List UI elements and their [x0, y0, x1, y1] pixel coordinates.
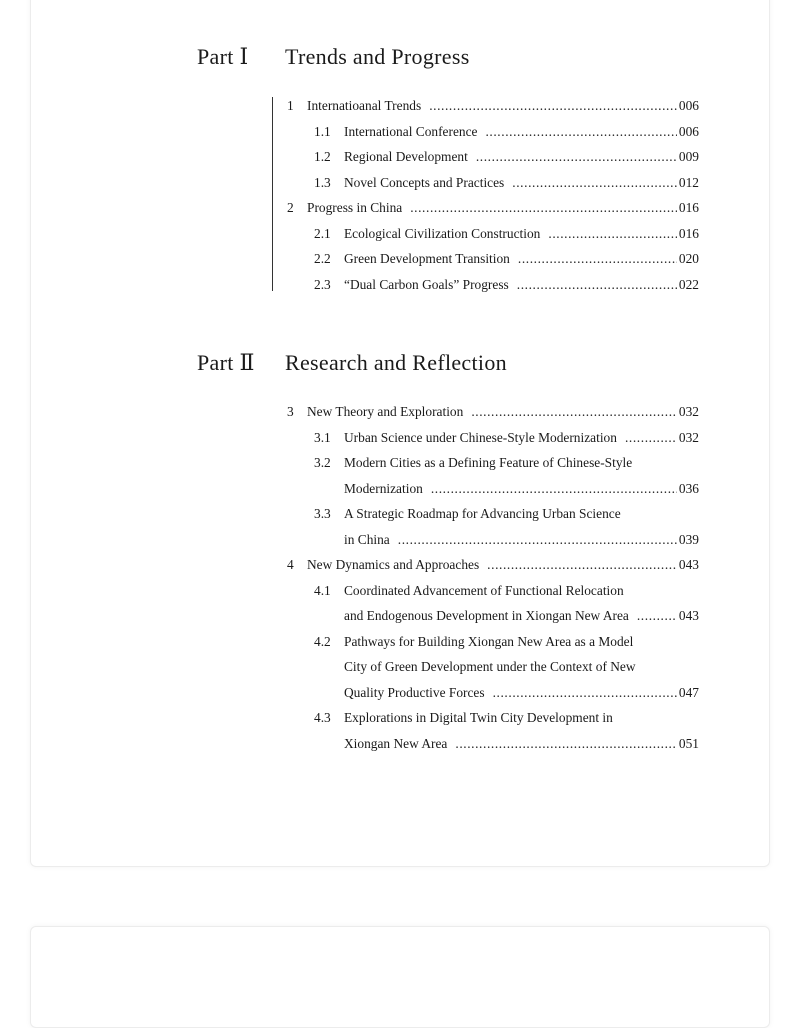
dot-leader — [485, 123, 676, 141]
entry-page-number: 051 — [678, 735, 699, 751]
entry-title: Modern Cities as a Defining Feature of Chinese-Style — [344, 455, 633, 470]
entry-number: 3.1 — [314, 429, 331, 445]
toc-entry-continuation[interactable] — [287, 684, 699, 702]
toc-entry-section[interactable] — [287, 148, 699, 166]
entry-title: Pathways for Building Xiongan New Area as a Model — [344, 633, 634, 649]
entry-title: International Conference — [344, 123, 478, 139]
toc-entry-continuation[interactable] — [287, 735, 699, 753]
dot-leader — [518, 250, 677, 268]
entry-page-number: 006 — [678, 123, 699, 139]
entry-title: Ecological Civilization Construction — [344, 225, 541, 241]
dot-leader — [512, 174, 677, 192]
entry-number: 1 — [287, 98, 294, 113]
toc-entry-continuation[interactable] — [287, 480, 699, 498]
dot-leader — [517, 276, 677, 294]
entry-page-number: 043 — [678, 608, 699, 623]
entry-number: 4.1 — [314, 582, 331, 598]
entry-number: 2.1 — [314, 225, 331, 241]
entry-title-continuation: City of Green Development under the Context of New — [344, 659, 636, 674]
dot-leader — [398, 531, 677, 549]
dot-leader — [548, 225, 677, 243]
entry-title-continuation: and Endogenous Development in Xiongan New Area — [344, 608, 629, 623]
entry-page-number: 009 — [678, 149, 699, 164]
entry-title-continuation: Xiongan New Area — [344, 735, 448, 751]
toc-entry-continuation[interactable] — [287, 607, 699, 625]
entry-number: 1.3 — [314, 174, 331, 190]
toc-entry-chapter[interactable] — [287, 403, 699, 421]
toc-entry-section[interactable] — [287, 225, 699, 243]
next-document-page — [30, 926, 770, 1028]
entry-title-continuation: Modernization — [344, 480, 423, 496]
entry-page-number: 020 — [678, 251, 699, 266]
entry-number: 4.3 — [314, 710, 331, 725]
toc-entry-section[interactable] — [287, 429, 699, 447]
part-label: Part Ⅱ — [197, 350, 255, 375]
entry-title: New Dynamics and Approaches — [307, 557, 480, 572]
part-title: Trends and Progress — [285, 44, 470, 69]
entry-number: 2.3 — [314, 276, 331, 292]
entry-title: Regional Development — [344, 149, 468, 164]
entry-page-number: 043 — [678, 557, 699, 572]
entry-number: 1.2 — [314, 149, 331, 164]
toc-entry-chapter[interactable] — [287, 556, 699, 574]
entry-title: A Strategic Roadmap for Advancing Urban Science — [344, 506, 621, 521]
entry-number: 4 — [287, 557, 294, 572]
entry-number: 3 — [287, 404, 294, 419]
entry-page-number: 016 — [678, 200, 699, 215]
toc-entry-section[interactable] — [287, 174, 699, 192]
dot-leader — [455, 735, 677, 753]
entry-number: 4.2 — [314, 633, 331, 649]
entry-page-number: 039 — [678, 531, 699, 547]
entry-title: Progress in China — [307, 200, 403, 215]
toc-entry-chapter[interactable] — [287, 199, 699, 217]
entry-title: Explorations in Digital Twin City Development in — [344, 710, 613, 725]
entry-title: Green Development Transition — [344, 251, 510, 266]
part-heading — [197, 44, 470, 70]
part-title: Research and Reflection — [285, 350, 507, 375]
dot-leader — [487, 556, 677, 574]
entry-page-number: 006 — [678, 98, 699, 113]
entry-page-number: 016 — [678, 225, 699, 241]
toc-entry-continuation[interactable] — [287, 531, 699, 549]
entry-page-number: 032 — [678, 404, 699, 419]
dot-leader — [471, 403, 677, 421]
dot-leader — [493, 684, 677, 702]
section-divider-line — [272, 97, 273, 291]
entry-page-number: 047 — [678, 684, 699, 700]
toc-entry-section[interactable] — [287, 454, 699, 472]
entry-number: 2.2 — [314, 251, 331, 266]
dot-leader — [410, 199, 677, 217]
toc-entry-section[interactable] — [287, 123, 699, 141]
dot-leader — [476, 148, 677, 166]
dot-leader — [431, 480, 677, 498]
toc-entry-chapter[interactable] — [287, 97, 699, 115]
document-page — [30, 0, 770, 867]
entry-page-number: 036 — [678, 480, 699, 496]
entry-title-continuation: in China — [344, 531, 390, 547]
toc-entry-section[interactable] — [287, 709, 699, 727]
entry-title: Urban Science under Chinese-Style Modernization — [344, 429, 617, 445]
part-label: Part Ⅰ — [197, 44, 249, 69]
entry-title: New Theory and Exploration — [307, 404, 464, 419]
entry-title-continuation: Quality Productive Forces — [344, 684, 485, 700]
entry-title: Novel Concepts and Practices — [344, 174, 505, 190]
toc-entry-section[interactable] — [287, 633, 699, 651]
entry-title: “Dual Carbon Goals” Progress — [344, 276, 509, 292]
toc-entry-continuation[interactable] — [287, 658, 699, 676]
toc-entry-section[interactable] — [287, 250, 699, 268]
part-heading — [197, 350, 507, 376]
entry-title: Coordinated Advancement of Functional Relocation — [344, 582, 624, 598]
toc-entry-section[interactable] — [287, 582, 699, 600]
entry-title: Internatioanal Trends — [307, 98, 422, 113]
entry-page-number: 032 — [678, 429, 699, 445]
entry-number: 3.3 — [314, 506, 331, 521]
toc-entry-section[interactable] — [287, 276, 699, 294]
dot-leader — [637, 607, 677, 625]
entry-page-number: 012 — [678, 174, 699, 190]
entry-number: 2 — [287, 200, 294, 215]
entry-number: 3.2 — [314, 455, 331, 470]
entry-page-number: 022 — [678, 276, 699, 292]
toc-entry-section[interactable] — [287, 505, 699, 523]
entry-number: 1.1 — [314, 123, 331, 139]
dot-leader — [429, 97, 677, 115]
dot-leader — [625, 429, 677, 447]
